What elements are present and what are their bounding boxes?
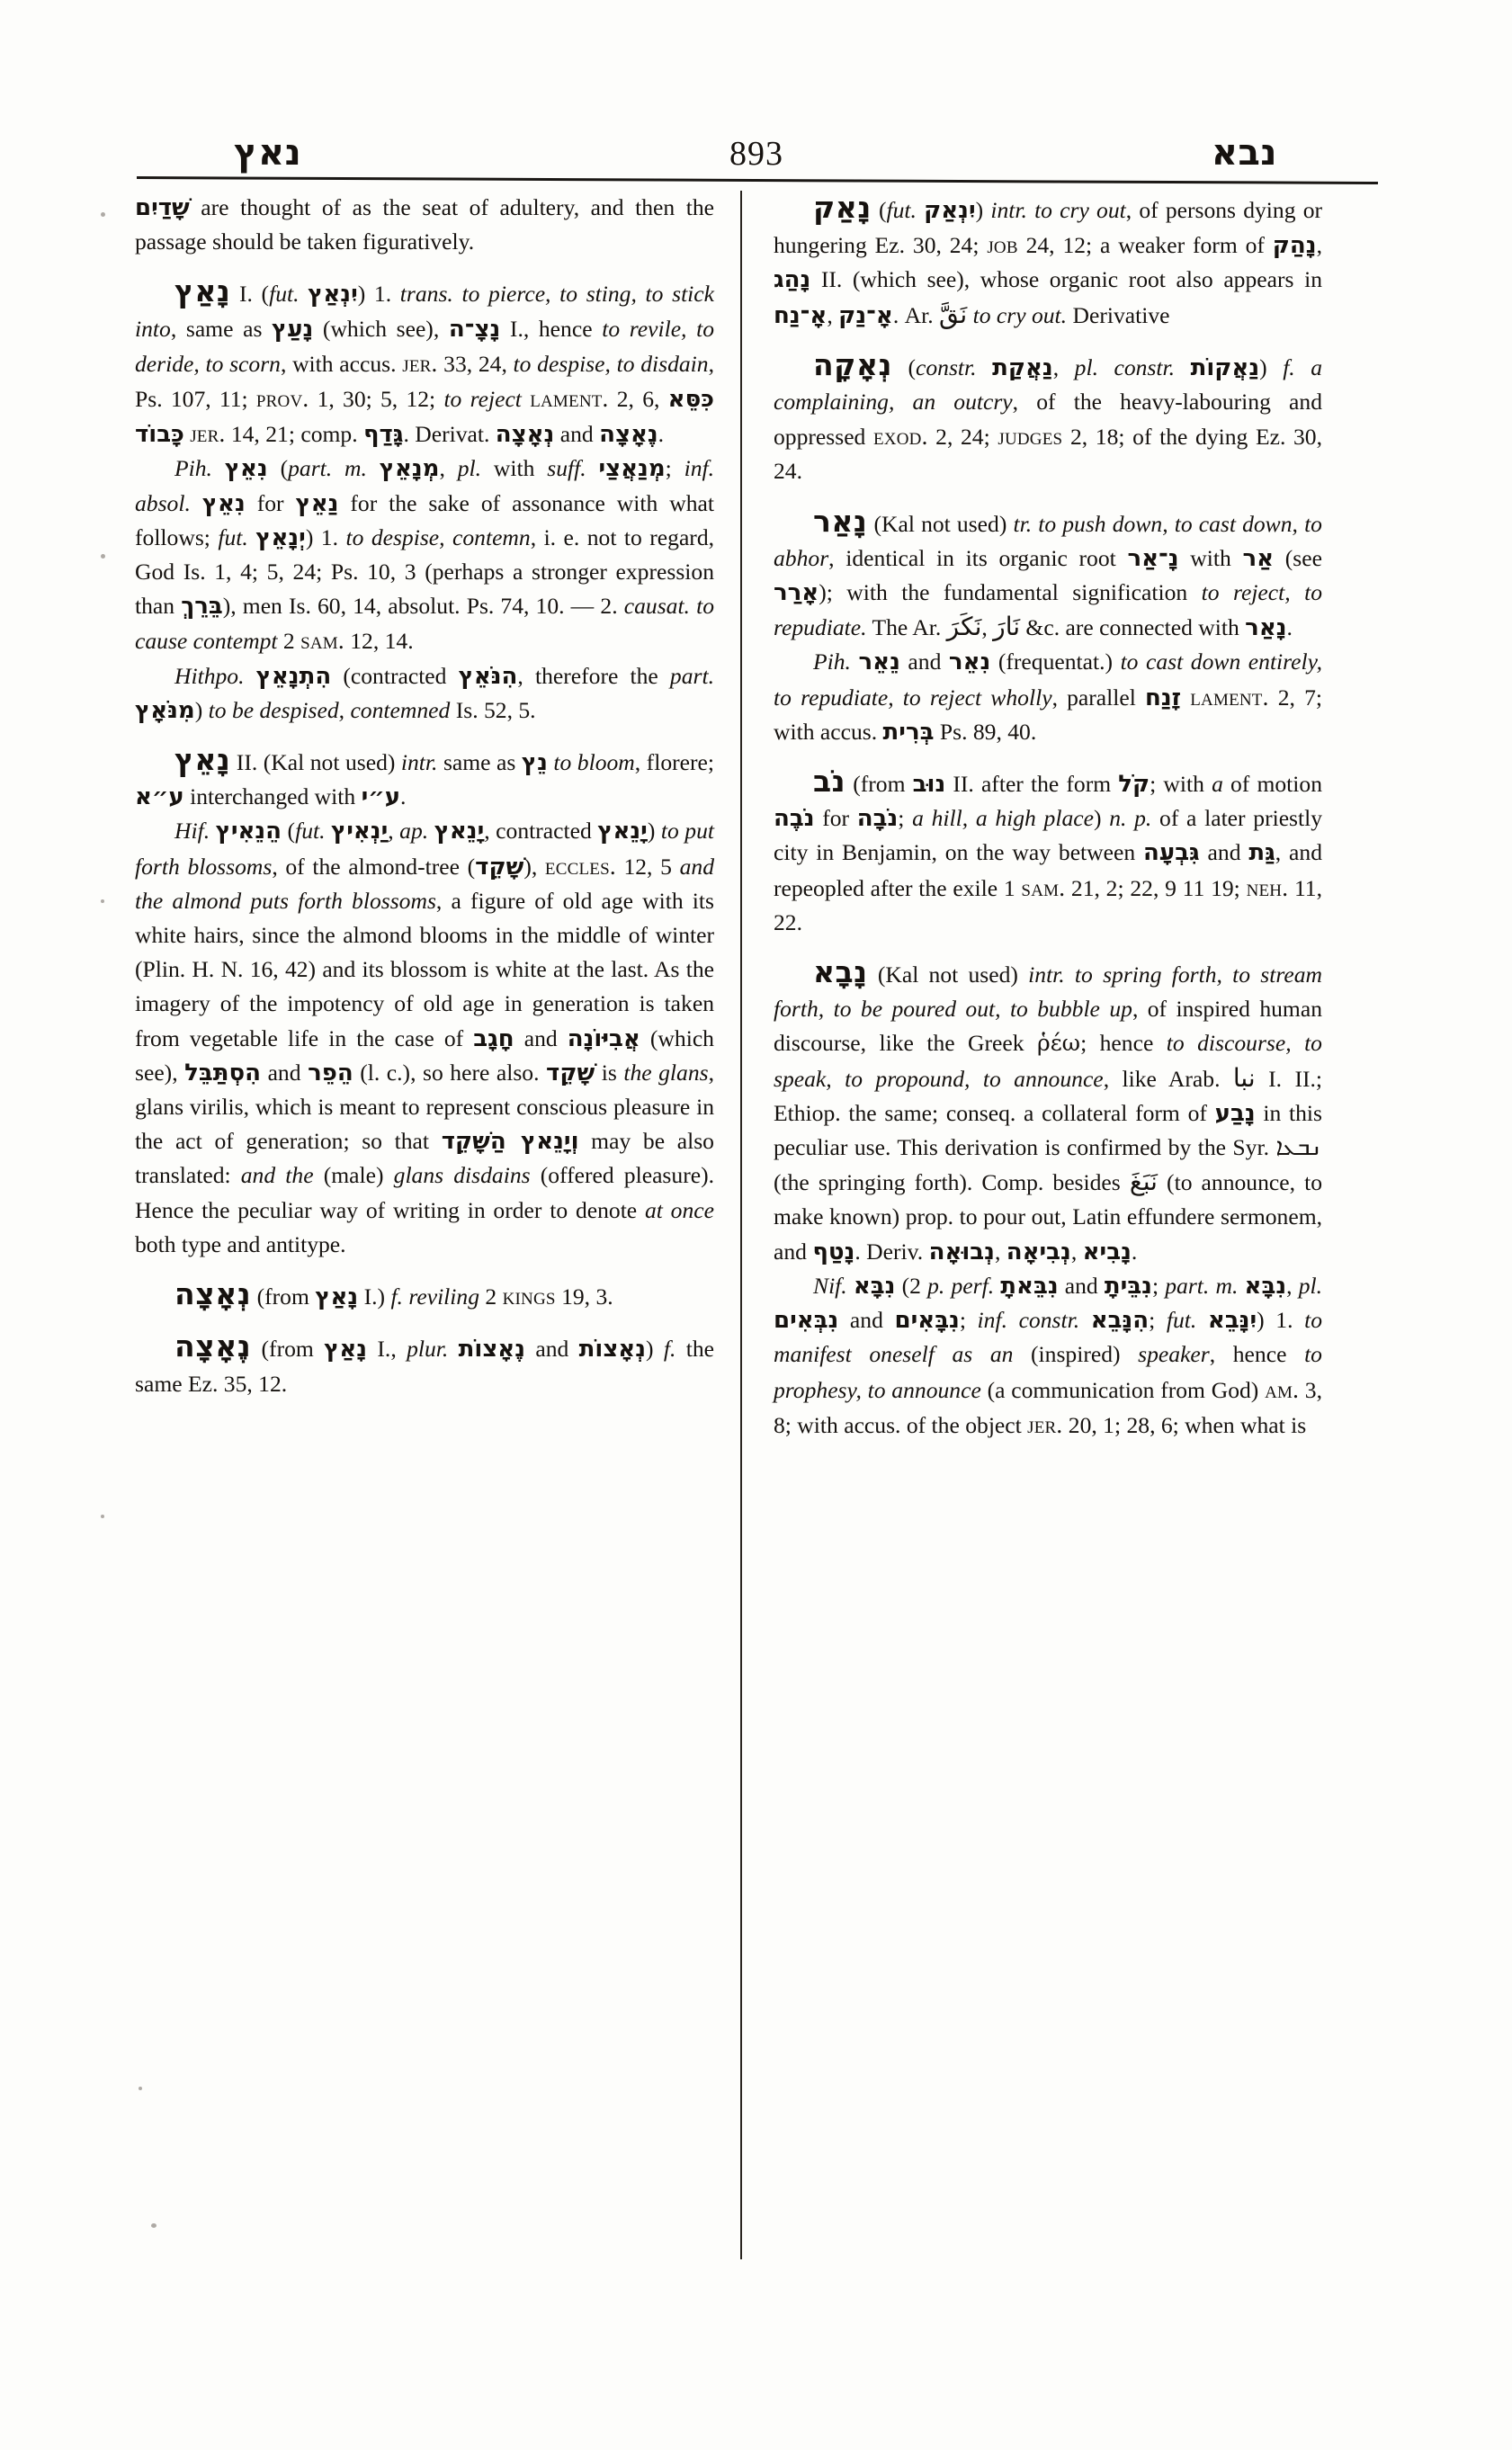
lexicon-entry: נָאַר (Kal not used) tr. to push down, to cast down, to abhor, identical in its organic root נָ־אַר with אַר (see אָרַר); with the fundamental signification to reject, to repudiate. The Ar. نَكَرَ, نَارَ &c. are connected with נָאַר. <box>774 503 1322 642</box>
header-divider-rule <box>137 176 1378 184</box>
scan-speckle <box>101 1515 104 1518</box>
two-column-body <box>135 191 1382 2268</box>
scan-speckle <box>151 2223 157 2228</box>
lexicon-entry: נָבָא (Kal not used) intr. to spring forth, to stream forth, to be poured out, to bubble up, of inspired human discourse, like the Greek ῥέω; hence to discourse, to speak, to propound, to announce, like Arab. نبا I. II.; Ethiop. the same; conseq. a collateral form of נָבַע in this peculiar use. This derivation is confirmed by the Syr. ܢܒܥܐ (the springing forth). Comp. besides نَبَغَ (to announce, to make known) prop. to pour out, Latin effundere sermonem, and נָטַף. Deriv. נְבוּאָה, נְבִיאָה, נָבִיא. <box>774 954 1322 1265</box>
scan-speckle <box>139 2087 142 2090</box>
lexicon-entry: נֶאָצָה (from נָאַץ I., plur. נֶאָצוֹת and נְאָצוֹת) f. the same Ez. 35, 12. <box>135 1328 714 1397</box>
lexicon-stem-paragraph: Pih. נִאֵץ (part. m. מְנָאֵץ, pl. with suff. מְנַאֲצַי; inf. absol. נִאֵץ for נַאֵץ for the sake of assonance with what follows; fut. יְנָאֵץ) 1. to despise, contemn, i. e. not to regard, God Is. 1, 4; 5, 24; Ps. 10, 3 (perhaps a stronger expression than בֵּרֵךְ), men Is. 60, 14, absolut. Ps. 74, 10. — 2. causat. to cause contempt 2 sam. 12, 14. <box>135 455 715 655</box>
right-column <box>729 191 1322 2268</box>
left-column <box>135 191 729 2268</box>
entry-spacer <box>774 940 1322 955</box>
entry-spacer <box>135 728 714 743</box>
lexicon-entry: נְאָצָה (from נָאַץ I.) f. reviling 2 kings 19, 3. <box>174 1276 613 1312</box>
lexicon-stem-paragraph: Nif. נִבָּא (2 p. perf. נִבֵּאתָ and נִבֵּיתָ; part. m. נִבָּא, pl. נִבְּאִים and נִבָּאִים; inf. constr. הִנָּבֵא; fut. יִנָּבֵא) 1. to manifest oneself as an (inspired) speaker, hence to prophesy, to announce (a communication from God) am. 3, 8; with accus. of the object jer. 20, 1; 28, 6; when what is <box>774 1272 1323 1438</box>
entry-spacer <box>774 489 1322 505</box>
lexicon-stem-paragraph: Hif. הֵנֵאִיץ (fut. יַנְאִיץ, ap. יָנֵאץ, contracted יָנֵאץ) to put forth blossoms, of the almond-tree (שָׁקֵד), eccles. 12, 5 and the almond puts forth blossoms, a figure of old age with its white hairs, since the almond blooms in the middle of winter (Plin. H. N. 16, 42) and its blossom is white at the last. As the imagery of the impotency of old age in generation is taken from vegetable life in the case of חָגָב and אֲבִיּוֹנָה (which see), הִסְתַּבֵּל and הֵפֵר (l. c.), so here also. שָׁקֵד is the glans, glans virilis, which is meant to represent conscious pleasure in the act of generation; so that וְיָנֵאץ הַשָּׁקֵד may be also translated: and the (male) glans disdains (offered pleasure). Hence the peculiar way of writing in order to denote at once both type and antitype. <box>135 818 715 1257</box>
lexicon-entry: נָאַק (fut. יִנְאַק) intr. to cry out, of persons dying or hungering Ez. 30, 24; job 24, 12; a weaker form of נָהַק, נָהַג II. (which see), whose organic root also appears in אָ־נַח, אָ־נַק. Ar. نَقَّ to cry out. Derivative <box>774 190 1323 329</box>
entry-spacer <box>774 333 1322 348</box>
lexicon-stem-paragraph: Pih. נֵאֵר and נִאֵר (frequentat.) to cast down entirely, to repudiate, to reject wholly, parallel זָנַח lament. 2, 7; with accus. בְּרִית Ps. 89, 40. <box>774 648 1322 746</box>
lexicon-entry: נְאָקָה (constr. נַאֲקַת, pl. constr. נַאֲקוֹת) f. a complaining, an outcry, of the heavy-labouring and oppressed exod. 2, 24; judges 2, 18; of the dying Ez. 30, 24. <box>774 346 1323 485</box>
lexicon-entry: נָאֵץ II. (Kal not used) intr. same as נֵץ to bloom, florere; ע״א interchanged with ע״י. <box>135 742 714 811</box>
entry-spacer <box>774 749 1322 765</box>
scan-speckle <box>101 212 105 217</box>
entry-spacer <box>135 259 714 274</box>
entry-spacer <box>135 1314 714 1329</box>
lexicon-entry: נָאַץ I. (fut. יִנְאַץ) 1. trans. to pierce, to sting, to stick into, same as נָעַץ (which see), נָצָ־ה I., hence to revile, to deride, to scorn, with accus. jer. 33, 24, to despise, to disdain, Ps. 107, 11; prov. 1, 30; 5, 12; to reject lament. 2, 6, כִּסֵּא כָּבוֹד jer. 14, 21; comp. גָּדַף. Derivat. נְאָצָה and נֶאָצָה. <box>135 273 715 449</box>
lexicon-continuation: שָׁדַיִם are thought of as the seat of adultery, and then the passage should be taken figuratively. <box>135 194 714 255</box>
lexicon-entry: נֹב (from נוּב II. after the form קֹל; with a of motion נֹבֶה for נֹבָה; a hill, a high place) n. p. of a later priestly city in Benjamin, on the way between גִּבְעָה and גַּת, and repeopled after the exile 1 sam. 21, 2; 22, 9 11 19; neh. 11, 22. <box>774 764 1323 935</box>
scan-speckle <box>101 899 104 903</box>
running-head-left-hebrew: נאץ <box>234 132 302 174</box>
lexicon-stem-paragraph: Hithpo. הִתְנָאֵץ (contracted הִנֹּאֵץ, therefore the part. מִנֹּאָץ) to be despised, contemned Is. 52, 5. <box>135 662 714 724</box>
entry-spacer <box>135 1262 714 1277</box>
page-number: 893 <box>729 135 784 173</box>
scan-speckle <box>101 554 105 559</box>
running-head-right-hebrew: נבא <box>1211 132 1277 174</box>
running-head <box>135 106 1376 174</box>
